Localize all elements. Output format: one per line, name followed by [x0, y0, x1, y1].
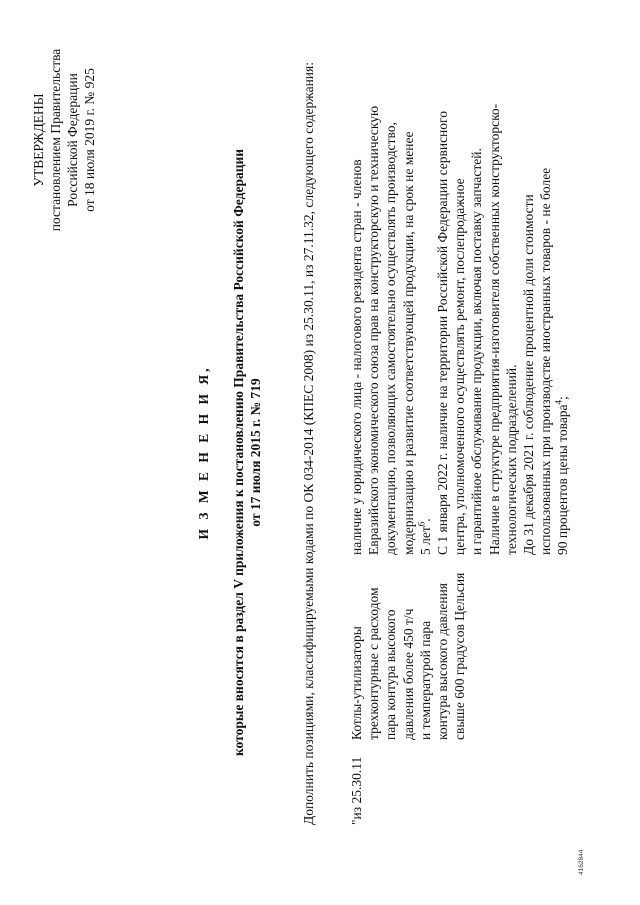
footnote-marker: 4: [553, 399, 564, 405]
requirement-line: модернизацию и развитие соответствующей продукции, на срок не менее: [400, 131, 416, 555]
approval-line-1: УТВЕРЖДЕНЫ: [31, 93, 46, 187]
requirement-text: 5 лет: [417, 526, 433, 555]
requirement-text: 90 процентов цены товара: [555, 404, 571, 555]
position-name: [348, 560, 468, 740]
position-name-line: контура высокого давления: [435, 582, 451, 740]
lead-paragraph: Дополнить позициями, классифицируемыми кодами по ОК 034-2014 (КПЕС 2008) из 25.30.11, из 27.11.32, следующего содержания:: [301, 62, 316, 825]
position-name-line: пара контура высокого: [383, 609, 399, 740]
requirement-line: Наличие в структуре предприятия-изготовителя собственных конструкторско-: [486, 103, 502, 555]
document-title-line-1: которые вносятся в раздел V приложения к постановлению Правительства Российской Федерации: [231, 148, 246, 757]
position-name-line: трехконтурные с расходом: [366, 587, 382, 740]
requirement-line: документацию, позволяющих самостоятельно осуществлять производство,: [383, 122, 399, 555]
approval-line-3: Российской Федерации: [65, 73, 80, 207]
position-name-line: и температурой пара: [417, 620, 433, 740]
document-heading: И З М Е Н Е Н И Я,: [196, 365, 211, 540]
approval-block: [30, 25, 98, 255]
requirement-line: С 1 января 2022 г. наличие на территории Российской Федерации сервисного: [435, 111, 451, 555]
requirement-line: центра, уполномоченного осуществлять ремонт, послепродажное: [452, 178, 468, 555]
semicolon: ;: [555, 396, 571, 400]
position-requirements: [348, 25, 572, 555]
requirement-line: Евразийского экономического союза прав на конструкторскую и техническую: [366, 105, 382, 555]
requirement-line: технологических подразделений.: [503, 364, 519, 555]
approval-line-2: постановлением Правительства: [48, 48, 63, 232]
document-id: 4162844: [578, 849, 585, 875]
position-name-line: свыше 600 градусов Цельсия: [452, 572, 468, 740]
requirement-line-footnoted: [417, 25, 434, 555]
period: .: [417, 518, 433, 522]
position-name-line: давления более 450 т/ч: [400, 608, 416, 740]
document-title-line-2: от 17 июля 2015 г. № 719: [248, 378, 263, 527]
requirement-line: и гарантийное обслуживание продукции, включая поставку запчастей.: [469, 148, 485, 555]
approval-line-4: от 18 июля 2019 г. № 925: [82, 68, 97, 212]
footnote-marker: 6: [416, 521, 427, 527]
position-code: "из 25.30.11: [349, 756, 364, 825]
position-name-line: Котлы-утилизаторы: [349, 626, 364, 740]
requirement-line: До 31 декабря 2021 г. соблюдение процентной доли стоимости: [521, 194, 537, 555]
requirement-line: использованных при производстве иностранных товаров - не более: [538, 167, 554, 555]
requirement-line: наличие у юридического лица - налогового резидента стран - членов: [349, 159, 364, 555]
requirement-line-footnoted: [554, 25, 571, 555]
